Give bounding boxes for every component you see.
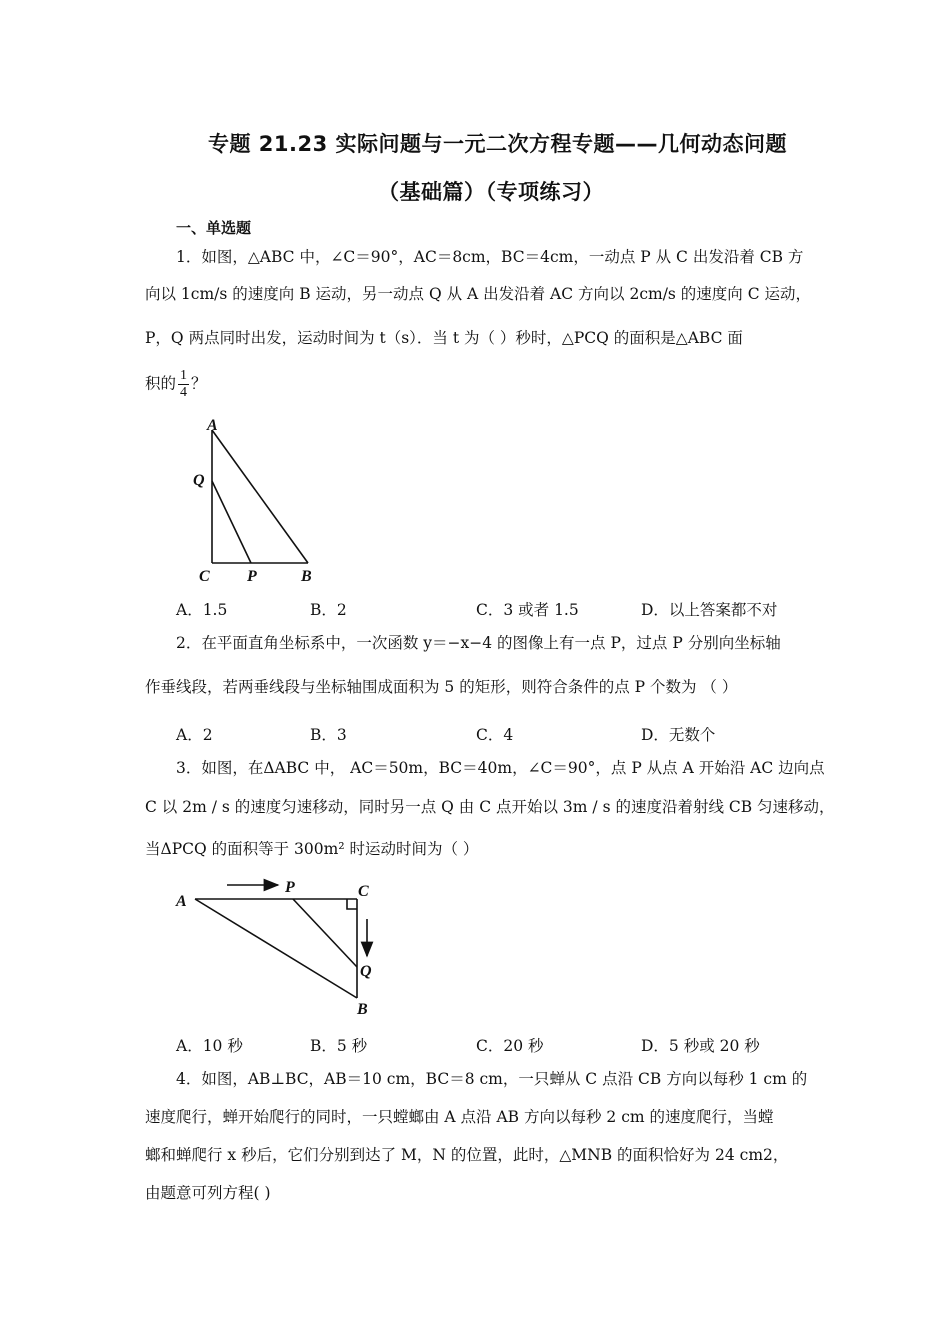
label-a: A — [207, 417, 218, 434]
q3-line-2: C 以 2m / s 的速度匀速移动，同时另一点 Q 由 C 点开始以 3m / s 的速度沿着射线 CB 匀速移动， — [145, 798, 835, 816]
segment-ab — [195, 899, 357, 998]
q4-line-2: 速度爬行，蝉开始爬行的同时，一只螳螂由 A 点沿 AB 方向以每秒 2 cm 的速度爬行，当螳 — [145, 1108, 774, 1126]
q3-option-c[interactable]: C．20 秒 — [476, 1037, 544, 1055]
q2-option-a[interactable]: A．2 — [176, 726, 213, 744]
q3-option-b[interactable]: B．5 秒 — [310, 1037, 368, 1055]
q2-option-d[interactable]: D．无数个 — [641, 726, 716, 744]
segment-ab — [212, 430, 308, 563]
q1-line-4 — [145, 368, 207, 401]
q1-line-1: 1．如图，△ABC 中，∠C＝90°，AC＝8cm，BC＝4cm，一动点 P 从 C 出发沿着 CB 方 — [176, 248, 804, 266]
right-angle-mark — [347, 899, 357, 909]
fraction — [178, 368, 189, 401]
page-subtitle: （基础篇）（专项练习） — [378, 180, 604, 204]
label-p: P — [247, 568, 257, 585]
q1-line-4-suffix: ？ — [191, 374, 207, 393]
q2-line-1: 2．在平面直角坐标系中，一次函数 y＝−x−4 的图像上有一点 P，过点 P 分别向坐标轴 — [176, 634, 781, 652]
q4-line-4: 由题意可列方程( ) — [145, 1184, 271, 1202]
label-c: C — [358, 883, 369, 900]
q2-option-c[interactable]: C．4 — [476, 726, 514, 744]
q1-option-c[interactable]: C．3 或者 1.5 — [476, 601, 579, 619]
fraction-denominator: 4 — [180, 385, 188, 400]
q1-option-d[interactable]: D．以上答案都不对 — [641, 601, 778, 619]
label-c: C — [199, 568, 210, 585]
fraction-numerator: 1 — [180, 368, 188, 383]
label-a: A — [176, 893, 187, 910]
q3-option-d[interactable]: D．5 秒或 20 秒 — [641, 1037, 760, 1055]
segment-qp — [212, 481, 251, 563]
q2-line-2: 作垂线段，若两垂线段与坐标轴围成面积为 5 的矩形，则符合条件的点 P 个数为 （ ） — [145, 678, 738, 696]
q4-line-3: 螂和蝉爬行 x 秒后，它们分别到达了 M，N 的位置，此时，△MNB 的面积恰好为 24 cm2， — [145, 1146, 789, 1164]
section-heading: 一、单选题 — [176, 219, 252, 237]
label-p: P — [285, 879, 295, 896]
q1-option-b[interactable]: B．2 — [310, 601, 347, 619]
q3-line-1: 3．如图，在ΔABC 中， AC＝50m，BC＝40m，∠C＝90°，点 P 从点 A 开始沿 AC 边向点 — [176, 759, 825, 777]
q1-option-a[interactable]: A．1.5 — [176, 601, 228, 619]
q2-option-b[interactable]: B．3 — [310, 726, 347, 744]
label-b: B — [301, 568, 312, 585]
label-q: Q — [360, 963, 372, 980]
q1-figure — [185, 412, 325, 592]
q1-line-3: P，Q 两点同时出发，运动时间为 t（s）．当 t 为（ ）秒时，△PCQ 的面积是△ABC 面 — [145, 329, 743, 347]
page-title: 专题 21.23 实际问题与一元二次方程专题——几何动态问题 — [208, 132, 788, 156]
q3-line-3: 当ΔPCQ 的面积等于 300m² 时运动时间为（ ） — [145, 840, 479, 858]
q3-option-a[interactable]: A．10 秒 — [176, 1037, 243, 1055]
label-b: B — [357, 1001, 368, 1018]
q4-line-1: 4．如图，AB⊥BC，AB＝10 cm，BC＝8 cm，一只蝉从 C 点沿 CB 方向以每秒 1 cm 的 — [176, 1070, 808, 1088]
q1-line-2: 向以 1cm/s 的速度向 B 运动，另一动点 Q 从 A 出发沿着 AC 方向以 2cm/s 的速度向 C 运动， — [145, 285, 812, 303]
label-q: Q — [193, 472, 205, 489]
q1-line-4-prefix: 积的 — [145, 374, 177, 393]
q3-figure — [170, 872, 390, 1022]
